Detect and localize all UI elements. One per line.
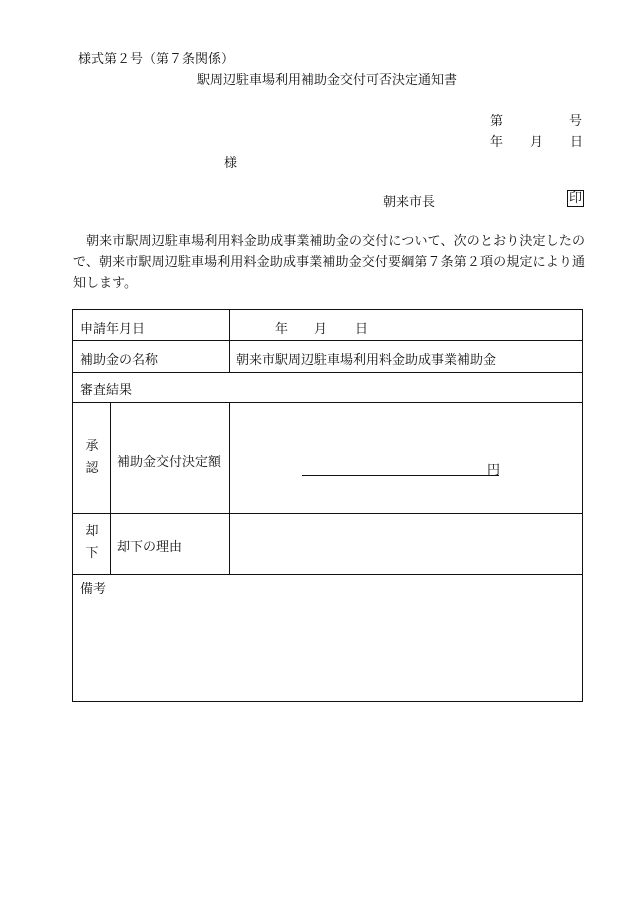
approval-amount-label: 補助金交付決定額: [117, 455, 222, 470]
subsidy-name-label: 補助金の名称: [80, 353, 159, 368]
subsidy-name-value: 朝来市駅周辺駐車場利用料金助成事業補助金: [236, 353, 497, 368]
doc-number-suffix: 号: [569, 114, 583, 129]
addressee-suffix: 様: [224, 156, 238, 171]
table-rule: [73, 513, 582, 514]
rejection-reason-label: 却下の理由: [117, 540, 183, 555]
amount-entry-line: [302, 475, 499, 476]
application-date-day: 日: [355, 322, 369, 337]
table-rule: [73, 372, 582, 373]
table-rule: [229, 310, 230, 372]
yen-unit: 円: [487, 463, 501, 478]
issuer-name: 朝来市長: [383, 195, 436, 210]
notice-body-text: 朝来市駅周辺駐車場利用料金助成事業補助金の交付について、次のとおり決定したので、朝来市駅周辺駐車場利用料金助成事業補助金交付要綱第７条第２項の規定により通知します。: [73, 234, 585, 291]
seal-mark: 印: [569, 191, 583, 206]
date-day-label: 日: [570, 135, 584, 150]
doc-number-prefix: 第: [490, 114, 504, 129]
table-rule: [229, 402, 230, 574]
document-title: 駅周辺駐車場利用補助金交付可否決定通知書: [197, 73, 458, 88]
table-rule: [73, 340, 582, 341]
approval-label: 承認: [85, 439, 99, 476]
date-month-label: 月: [530, 135, 544, 150]
remarks-label: 備考: [80, 582, 107, 597]
application-date-month: 月: [314, 322, 328, 337]
application-date-label: 申請年月日: [80, 322, 146, 337]
review-result-label: 審査結果: [80, 383, 133, 398]
rejection-label: 却下: [85, 524, 99, 561]
table-rule: [73, 402, 582, 403]
form-number: 様式第２号（第７条関係）: [78, 52, 235, 67]
application-date-year: 年: [275, 322, 289, 337]
date-year-label: 年: [490, 135, 504, 150]
table-rule: [110, 402, 111, 574]
table-rule: [73, 574, 582, 575]
result-table: [72, 309, 583, 702]
